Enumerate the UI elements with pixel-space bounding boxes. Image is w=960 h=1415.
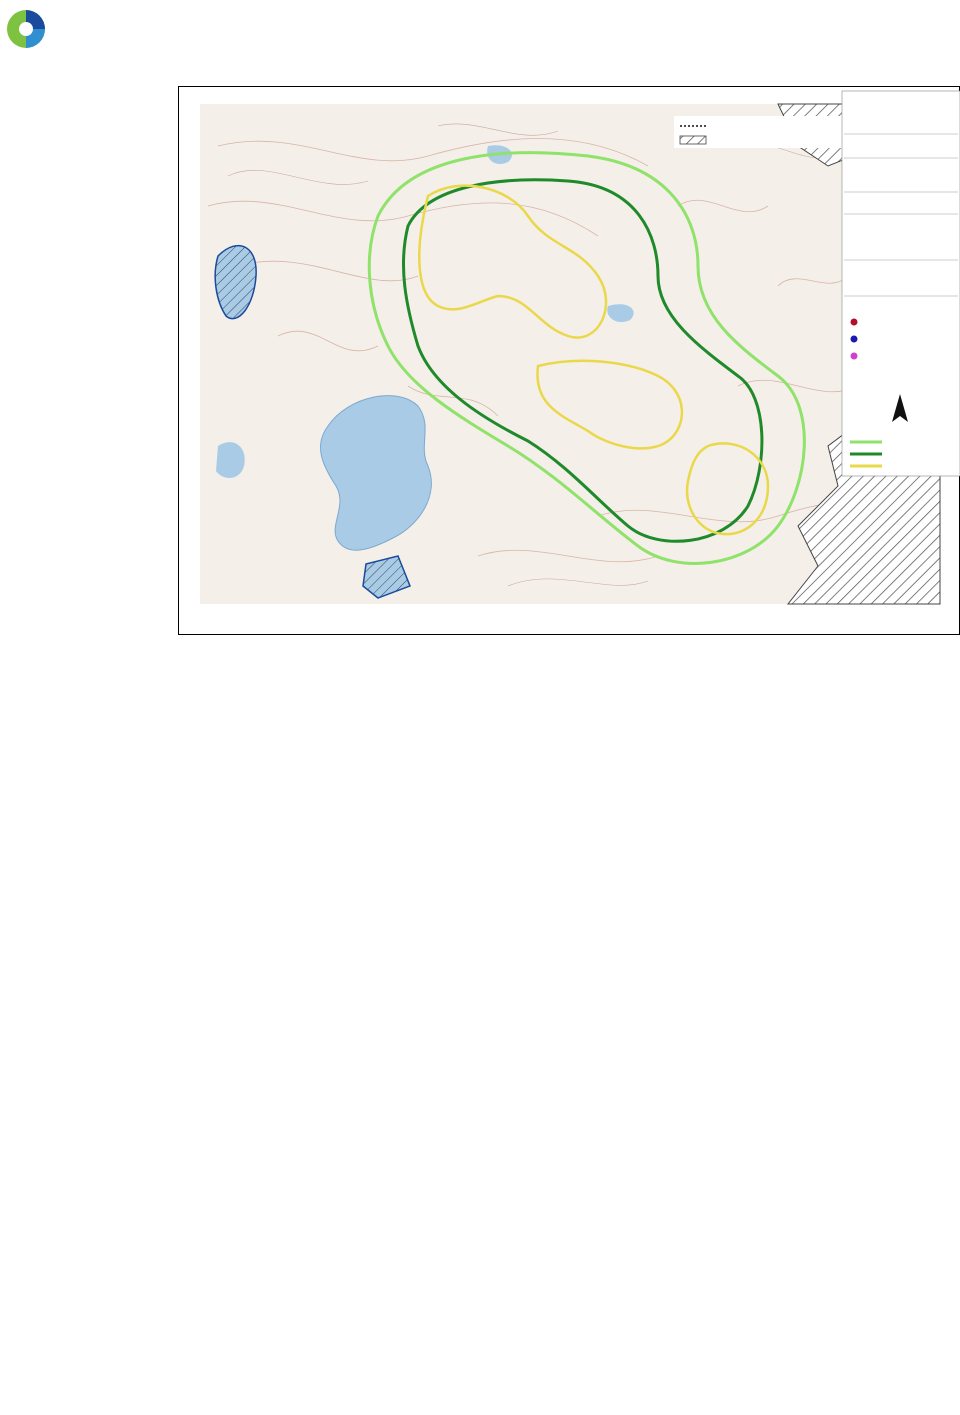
- legend-panel: [842, 91, 960, 476]
- residence-icon: [851, 336, 858, 343]
- holiday-home-icon: [851, 319, 858, 326]
- new-site-icon: [851, 353, 858, 360]
- logo-mark-icon: [7, 10, 45, 48]
- small-lake-west: [216, 442, 245, 478]
- noise-map: [178, 86, 960, 635]
- area-legend: [674, 116, 842, 148]
- protected-hatch-icon: [680, 136, 706, 144]
- poyry-logo: [4, 6, 244, 52]
